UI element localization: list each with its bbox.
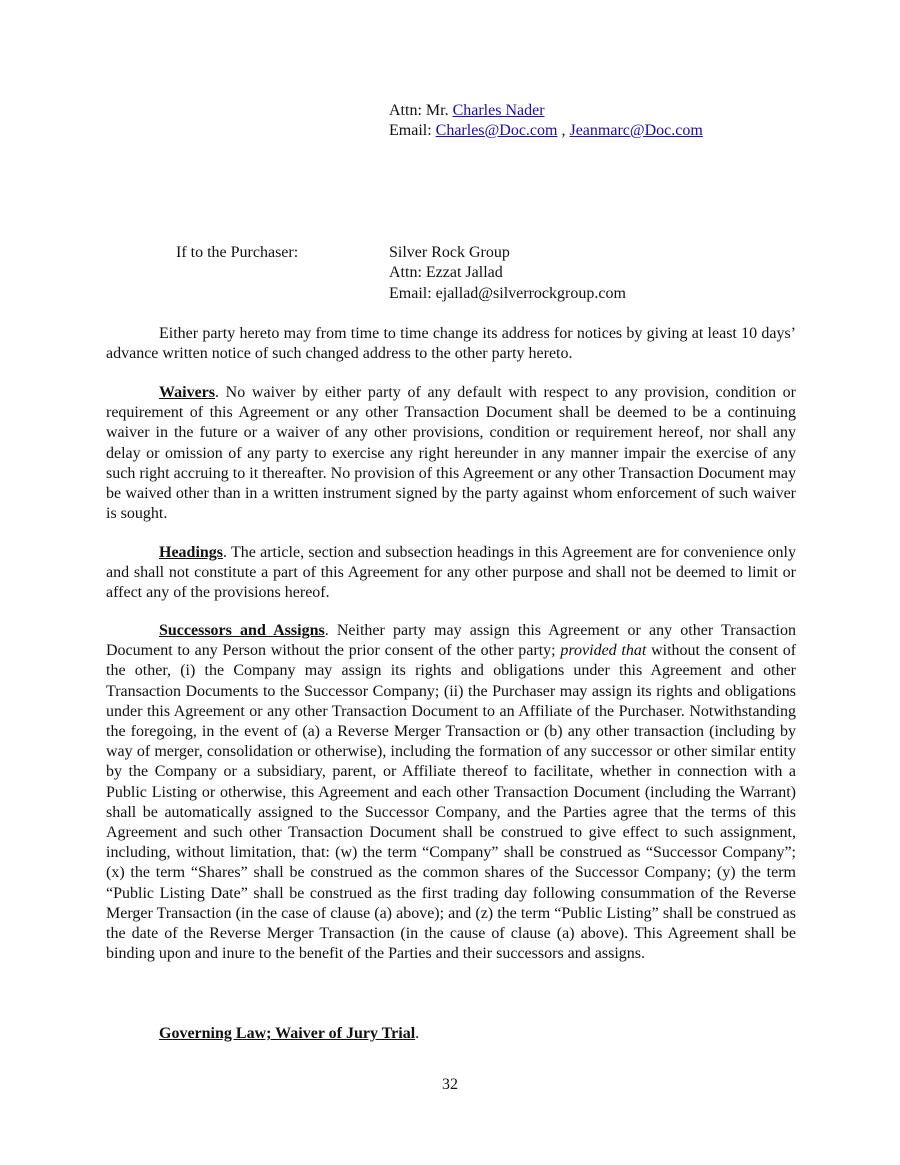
headings-paragraph xyxy=(106,543,796,604)
purchaser-email: Email: ejallad@silverrockgroup.com xyxy=(389,285,626,302)
email-prefix: Email: xyxy=(389,122,436,139)
notice-email-line xyxy=(389,121,703,141)
headings-text: . The article, section and subsection headings in this Agreement are for convenience only and shall not constitute a part of this Agreement for any other purpose and shall not be deemed to limit or affect any of the provisions hereof. xyxy=(106,544,796,602)
successors-paragraph xyxy=(106,621,796,964)
purchaser-label: If to the Purchaser: xyxy=(176,244,299,261)
governing-law-heading: Governing Law; Waiver of Jury Trial xyxy=(159,1025,416,1042)
page-number: 32 xyxy=(442,1076,458,1093)
successors-italic: provided that xyxy=(560,642,647,660)
governing-law-tail: . xyxy=(415,1025,420,1042)
waivers-text: . No waiver by either party of any default with respect to any provision, condition or requirement of this Agreement or any other Transaction Document shall be deemed to be a continuing waiver in the future or a waiver of any other provisions, condition or requirement hereof, nor shall any delay or omission of any party to exercise any right hereunder in any manner impair the exercise of any such right accruing to it thereafter. No provision of this Agreement or any other Transaction Document may be waived other than in a written instrument signed by the party against whom enforcement of such waiver is sought. xyxy=(106,384,796,523)
governing-law-paragraph xyxy=(106,1024,796,1044)
successors-text-a: . Neither party may assign this Agreement or any other Transaction Document to any Person without the prior consent of the other party; xyxy=(106,622,797,660)
successors-text-b: without the consent of the other, (i) the Company may assign its rights and obligations under this Agreement and other Transaction Documents to the Successor Company; (ii) the Purchaser may assign its rights and obligations under this Agreement or any other Transaction Document to an Affiliate of the Purchaser. Notwithstanding the foregoing, in the event of (a) a Reverse Merger Transaction or (b) any other transaction (including by way of merger, consolidation or otherwise), including the formation of any successor or other similar entity by the Company or a subsidiary, parent, or Affiliate thereof to facilitate, whether in connection with a Public Listing or otherwise, this Agreement and each other Transaction Document (including the Warrant) shall be automatically assigned to the Successor Company, and the Parties agree that the terms of this Agreement and such other Transaction Document shall be construed to give effect to such assignment, including, without limitation, that: (w) the term “Company” shall be construed as “Successor Company”; (x) the term “Shares” shall be construed as the common shares of the Successor Company; (y) the term “Public Listing Date” shall be construed as the first trading day following consummation of the Reverse Merger Transaction (in the case of clause (a) above); and (z) the term “Public Listing” shall be construed as the date of the Reverse Merger Transaction (in the cause of clause (a) above). This Agreement shall be binding upon and inure to the benefit of the Parties and their successors and assigns. xyxy=(106,642,797,963)
attn-prefix: Attn: Mr. xyxy=(389,102,453,119)
waivers-heading: Waivers xyxy=(159,384,215,401)
attn-name-link[interactable]: Charles Nader xyxy=(452,102,545,119)
successors-heading: Successors and Assigns xyxy=(159,622,325,639)
notice-attn-line xyxy=(389,101,545,121)
change-address-paragraph: Either party hereto may from time to time change its address for notices by giving at least 10 days’ advance written notice of such changed address to the other party hereto. xyxy=(106,325,796,363)
email-separator: , xyxy=(557,122,570,139)
headings-heading: Headings xyxy=(159,544,224,561)
email-link-charles[interactable]: Charles@Doc.com xyxy=(435,122,558,139)
waivers-paragraph xyxy=(106,383,796,524)
purchaser-company: Silver Rock Group xyxy=(389,244,510,261)
purchaser-attn: Attn: Ezzat Jallad xyxy=(389,264,503,281)
email-link-jeanmarc[interactable]: Jeanmarc@Doc.com xyxy=(569,122,703,139)
